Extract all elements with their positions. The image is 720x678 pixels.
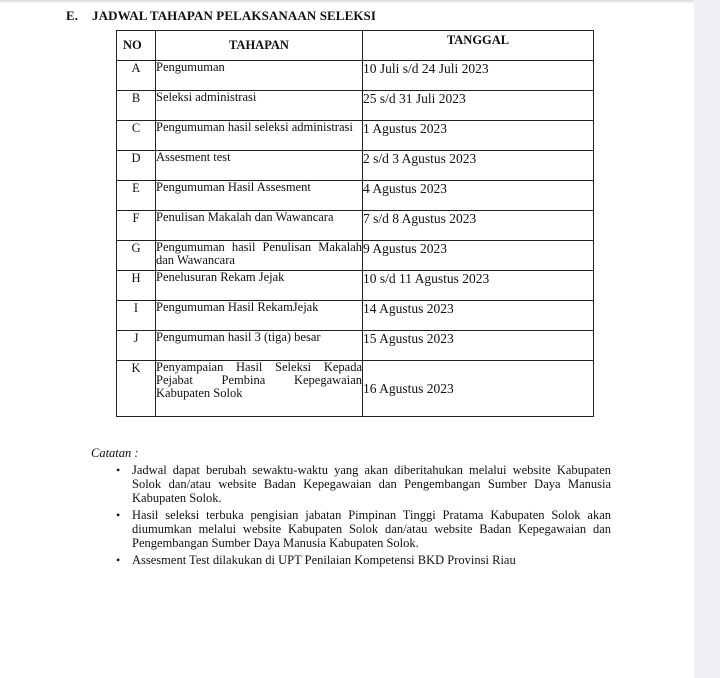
bullet-icon: • [116, 508, 121, 522]
table-row [117, 301, 594, 331]
table-row [117, 271, 594, 301]
table-row [117, 121, 594, 151]
row-tanggal: 16 Agustus 2023 [363, 361, 594, 417]
row-no: B [117, 91, 156, 121]
header-no: NO [117, 31, 156, 61]
row-no: A [117, 61, 156, 91]
note-text: Jadwal dapat berubah sewaktu-waktu yang akan diberitahukan melalui website Kabupaten Solok dan/atau website Badan Kepegawaian dan Pengembangan Sumber Daya Manusia Kabupaten Solok. [132, 463, 611, 505]
row-no: G [117, 241, 156, 271]
table-row [117, 61, 594, 91]
notes-section [91, 446, 611, 570]
row-tanggal: 15 Agustus 2023 [363, 331, 594, 361]
row-tahapan: Pengumuman hasil Penulisan Makalah dan Wawancara [156, 241, 363, 271]
row-no: F [117, 211, 156, 241]
section-heading [66, 8, 376, 24]
row-tanggal: 2 s/d 3 Agustus 2023 [363, 151, 594, 181]
note-text: Hasil seleksi terbuka pengisian jabatan Pimpinan Tinggi Pratama Kabupaten Solok akan diumumkan melalui website Kabupaten Solok dan/atau website Badan Kepegawaian dan Pengembangan Sumber Daya Manusia Kabupaten Solok. [132, 508, 611, 550]
notes-list [91, 463, 611, 567]
row-tahapan: Penyampaian Hasil Seleksi Kepada Pejabat Pembina Kepegawaian Kabupaten Solok [156, 361, 363, 417]
section-title: JADWAL TAHAPAN PELAKSANAAN SELEKSI [92, 8, 377, 23]
row-no: D [117, 151, 156, 181]
row-tahapan: Penulisan Makalah dan Wawancara [156, 211, 363, 241]
table-row [117, 331, 594, 361]
row-tahapan: Pengumuman hasil seleksi administrasi [156, 121, 363, 151]
row-no: H [117, 271, 156, 301]
table-row [117, 91, 594, 121]
row-tanggal: 9 Agustus 2023 [363, 241, 594, 271]
header-tahapan: TAHAPAN [156, 31, 363, 61]
list-item [116, 463, 611, 505]
row-tanggal: 10 Juli s/d 24 Juli 2023 [363, 61, 594, 91]
row-tanggal: 10 s/d 11 Agustus 2023 [363, 271, 594, 301]
row-no: J [117, 331, 156, 361]
row-tanggal: 14 Agustus 2023 [363, 301, 594, 331]
table-header-row [117, 31, 594, 61]
table-row [117, 151, 594, 181]
bullet-icon: • [116, 553, 121, 567]
page-top-shadow [0, 0, 694, 4]
notes-caption: Catatan : [91, 446, 139, 460]
section-letter: E. [66, 8, 79, 23]
row-tahapan: Penelusuran Rekam Jejak [156, 271, 363, 301]
row-tanggal: 1 Agustus 2023 [363, 121, 594, 151]
row-tahapan: Pengumuman Hasil Assesment [156, 181, 363, 211]
viewer-side-margin [694, 0, 720, 678]
row-tanggal: 25 s/d 31 Juli 2023 [363, 91, 594, 121]
note-text: Assesment Test dilakukan di UPT Penilaian Kompetensi BKD Provinsi Riau [132, 553, 516, 567]
row-no: C [117, 121, 156, 151]
row-tahapan: Pengumuman [156, 61, 363, 91]
row-tanggal: 7 s/d 8 Agustus 2023 [363, 211, 594, 241]
row-tahapan: Pengumuman Hasil RekamJejak [156, 301, 363, 331]
row-no: I [117, 301, 156, 331]
list-item [116, 508, 611, 550]
table-row [117, 181, 594, 211]
table-row [117, 211, 594, 241]
schedule-table [116, 30, 594, 417]
list-item [116, 553, 611, 567]
bullet-icon: • [116, 463, 121, 477]
header-tanggal: TANGGAL [363, 31, 594, 61]
table-row [117, 361, 594, 417]
table-row [117, 241, 594, 271]
row-no: K [117, 361, 156, 417]
row-tahapan: Seleksi administrasi [156, 91, 363, 121]
row-tahapan: Pengumuman hasil 3 (tiga) besar [156, 331, 363, 361]
row-no: E [117, 181, 156, 211]
row-tanggal: 4 Agustus 2023 [363, 181, 594, 211]
row-tahapan: Assesment test [156, 151, 363, 181]
